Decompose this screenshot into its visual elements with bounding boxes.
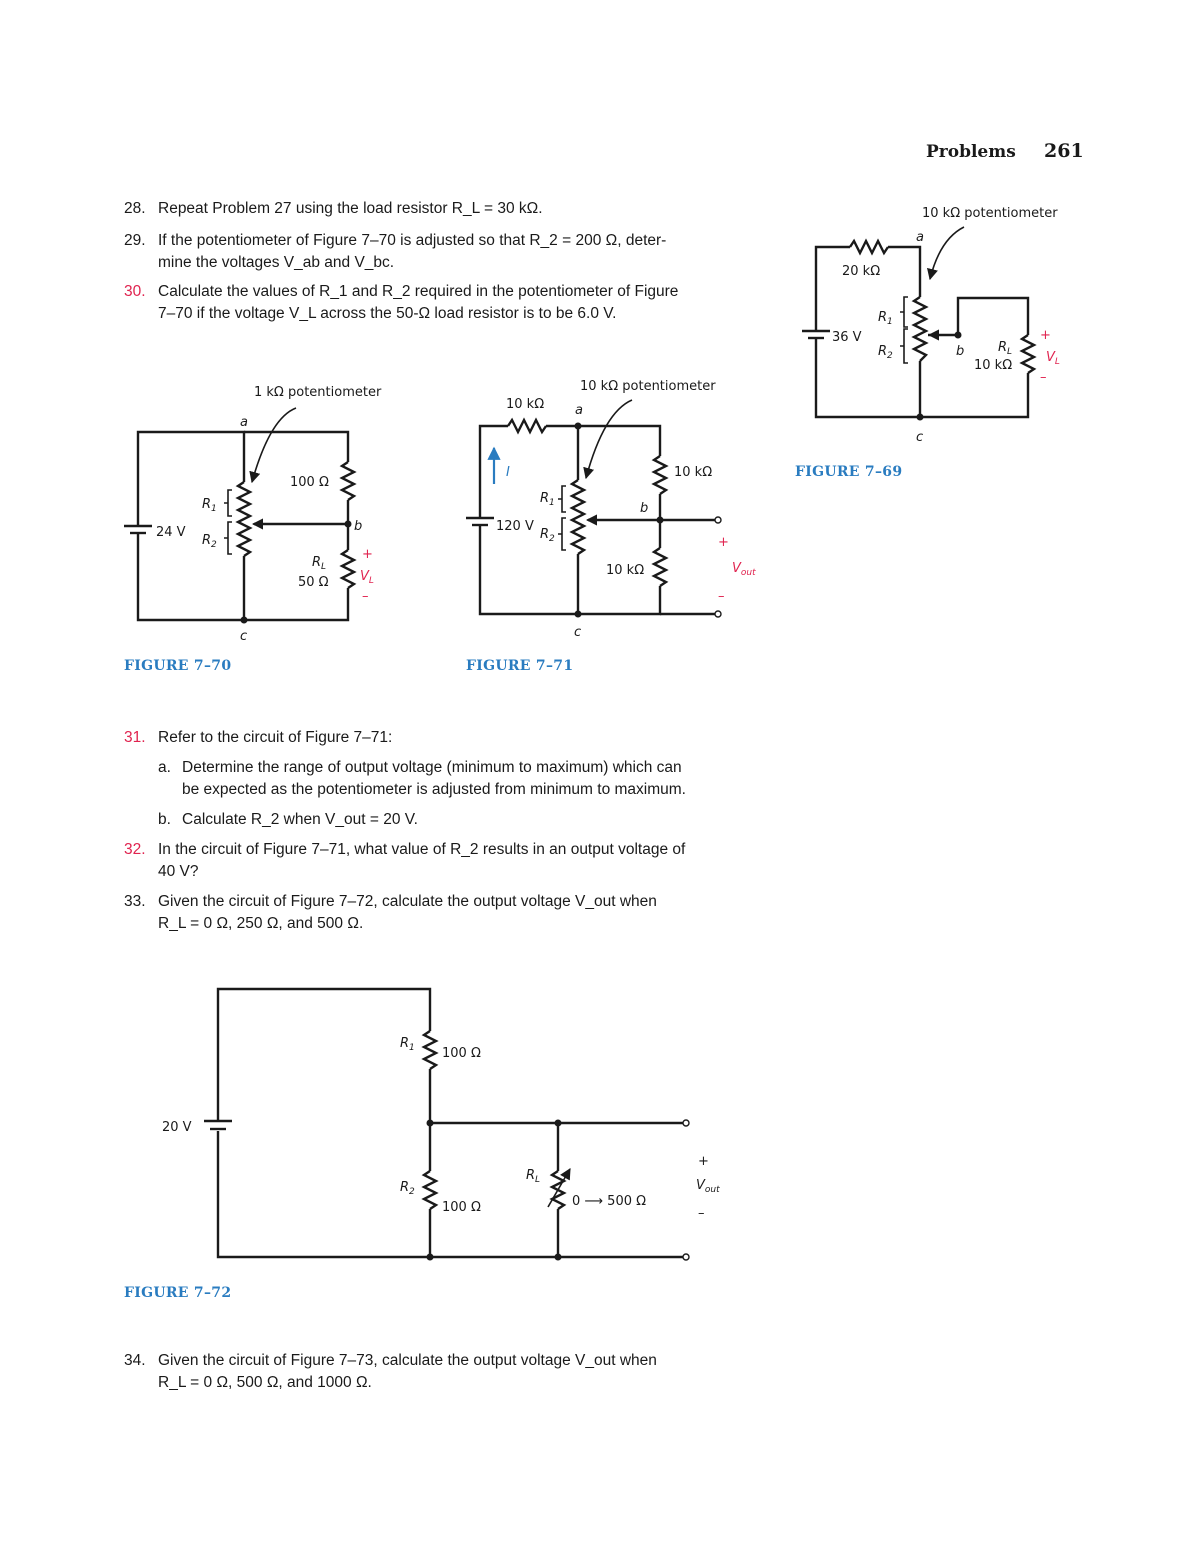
node-a-label: a (240, 415, 248, 430)
problem-text: Refer to the circuit of Figure 7–71: (158, 729, 393, 746)
problem-text-line2: 40 V? (158, 863, 199, 880)
r2-label: $R_2$ (540, 527, 555, 544)
output-terminal-top (683, 1120, 689, 1126)
resistor-r2 (424, 1171, 436, 1209)
resistor-r1 (424, 1031, 436, 1069)
figure-7-69-caption: FIGURE 7–69 (795, 464, 903, 480)
figure-7-72-caption: FIGURE 7–72 (124, 1285, 232, 1301)
r1-bracket (900, 297, 908, 327)
vl-plus: + (362, 547, 373, 562)
source-label: 20 V (162, 1120, 192, 1135)
output-terminal-top (715, 517, 721, 523)
vl-label: $V_L$ (360, 569, 374, 586)
resistor-bottom-10k (654, 548, 666, 586)
figure-7-69-circuit (790, 195, 1090, 455)
r2-bracket (224, 522, 232, 554)
r2-label: $R_2$ (400, 1180, 415, 1197)
r1-label: $R_1$ (400, 1036, 415, 1053)
rl-value-label: 10 kΩ (974, 358, 1013, 373)
problem-number: 30. (124, 283, 146, 300)
r1-bracket (558, 486, 566, 512)
problem-number: 32. (124, 841, 146, 858)
node-b-label: b (640, 501, 649, 516)
problem-text-line2: R_L = 0 Ω, 500 Ω, and 1000 Ω. (158, 1374, 372, 1391)
problem-29 (124, 230, 764, 274)
rl-value-label: 50 Ω (298, 575, 329, 590)
vl-minus: – (362, 589, 369, 604)
node-b-label: b (956, 344, 965, 359)
node-b-dot (657, 517, 664, 524)
r1-value: 100 Ω (442, 1046, 481, 1061)
problem-number: 33. (124, 893, 146, 910)
wiper-wire (928, 298, 1028, 335)
rl-label: $R_L$ (526, 1168, 541, 1185)
problem-30 (124, 281, 764, 325)
load-resistor (1022, 335, 1034, 373)
figure-7-70-caption: FIGURE 7–70 (124, 658, 232, 674)
vout-plus: + (718, 535, 729, 550)
pot-label: 10 kΩ potentiometer (580, 379, 716, 394)
node-a-label: a (916, 230, 924, 245)
source-label: 36 V (832, 330, 862, 345)
node-b-dot (345, 521, 352, 528)
resistor-100-label: 100 Ω (290, 475, 329, 490)
resistor-top-10k (654, 456, 666, 494)
problem-28 (124, 198, 764, 220)
resistor-100 (342, 462, 354, 500)
pot-pointer-arrow (252, 408, 296, 482)
part-text-line1: Determine the range of output voltage (minimum to maximum) which can (182, 759, 682, 776)
figure-7-71-circuit (460, 372, 760, 642)
problem-text-line2: R_L = 0 Ω, 250 Ω, and 500 Ω. (158, 915, 364, 932)
series-resistor-label: 10 kΩ (506, 397, 545, 412)
r2-label: $R_2$ (202, 533, 217, 550)
problem-text-line2: 7–70 if the voltage V_L across the 50-Ω load resistor is to be 6.0 V. (158, 305, 617, 322)
source-label: 120 V (496, 519, 534, 534)
vout-label: $V_{out}$ (696, 1178, 720, 1195)
vout-label: $V_{out}$ (732, 561, 756, 578)
figure-7-72-circuit (150, 975, 730, 1275)
vl-minus: – (1040, 370, 1047, 385)
node-a-label: a (575, 403, 583, 418)
series-resistor-20k (850, 241, 888, 253)
pot-label: 10 kΩ potentiometer (922, 206, 1058, 221)
vout-minus: – (718, 589, 725, 604)
page-number: 261 (1044, 140, 1084, 162)
problem-text-line2: mine the voltages V_ab and V_bc. (158, 254, 395, 271)
rl-range: 0 ⟶ 500 Ω (572, 1194, 647, 1209)
resistor-top-label: 10 kΩ (674, 465, 713, 480)
node-c-dot (917, 414, 924, 421)
wire (816, 247, 850, 317)
r2-label: $R_2$ (878, 344, 893, 361)
vl-plus: + (1040, 328, 1051, 343)
r1-label: $R_1$ (878, 310, 893, 327)
node-b-label: b (354, 519, 363, 534)
wire (888, 247, 920, 297)
r1-bracket (224, 490, 232, 516)
problem-31-part-b (124, 809, 764, 831)
problem-number: 29. (124, 232, 146, 249)
r2-bracket (558, 518, 566, 550)
potentiometer-resistor (572, 480, 584, 554)
load-resistor (342, 550, 354, 588)
problem-31 (124, 727, 764, 831)
node-a-dot (575, 423, 582, 430)
problem-text: Repeat Problem 27 using the load resistor R_L = 30 kΩ. (158, 200, 543, 217)
series-resistor-label: 20 kΩ (842, 264, 881, 279)
problem-33 (124, 891, 764, 935)
problem-text-line1: In the circuit of Figure 7–71, what value of R_2 results in an output voltage of (158, 841, 686, 858)
problem-text-line1: Given the circuit of Figure 7–73, calculate the output voltage V_out when (158, 1352, 657, 1369)
rl-label: $R_L$ (312, 555, 327, 572)
problem-number: 28. (124, 200, 146, 217)
r2-bracket (900, 329, 908, 363)
part-label: a. (158, 759, 171, 776)
pot-pointer-arrow (930, 227, 964, 279)
vout-minus: – (698, 1206, 705, 1221)
vout-plus: + (698, 1154, 709, 1169)
problem-text-line1: If the potentiometer of Figure 7–70 is adjusted so that R_2 = 200 Ω, deter- (158, 232, 667, 249)
output-terminal-bottom (715, 611, 721, 617)
source-label: 24 V (156, 525, 186, 540)
node-c-label: c (574, 625, 582, 640)
problem-number: 31. (124, 729, 146, 746)
node-c-dot (575, 611, 582, 618)
output-terminal-bottom (683, 1254, 689, 1260)
series-resistor-10k (508, 420, 546, 432)
problem-text-line1: Given the circuit of Figure 7–72, calculate the output voltage V_out when (158, 893, 657, 910)
vl-label: $V_L$ (1046, 350, 1060, 367)
part-label: b. (158, 811, 171, 828)
problem-34 (124, 1350, 764, 1394)
problem-number: 34. (124, 1352, 146, 1369)
problem-text-line1: Calculate the values of R_1 and R_2 required in the potentiometer of Figure (158, 283, 679, 300)
part-text-line2: be expected as the potentiometer is adjusted from minimum to maximum. (182, 781, 686, 798)
rl-label: $R_L$ (998, 340, 1013, 357)
node-c-label: c (916, 430, 924, 445)
resistor-bottom-label: 10 kΩ (606, 563, 645, 578)
figure-7-71-caption: FIGURE 7–71 (466, 658, 574, 674)
running-header-section: Problems (926, 142, 1016, 162)
node-c-dot (241, 617, 248, 624)
current-label: I (506, 465, 510, 480)
node-b-dot (955, 332, 962, 339)
part-text: Calculate R_2 when V_out = 20 V. (182, 811, 418, 828)
problem-32 (124, 839, 764, 883)
pot-pointer-arrow (586, 400, 632, 478)
r1-label: $R_1$ (202, 497, 217, 514)
figure-7-70-circuit (120, 378, 420, 648)
potentiometer-resistor (238, 482, 250, 556)
r1-label: $R_1$ (540, 491, 555, 508)
pot-label: 1 kΩ potentiometer (254, 385, 382, 400)
r2-value: 100 Ω (442, 1200, 481, 1215)
potentiometer-resistor (914, 297, 926, 361)
node-c-label: c (240, 629, 248, 644)
wire (218, 989, 430, 1115)
problem-31-part-a (124, 757, 764, 779)
